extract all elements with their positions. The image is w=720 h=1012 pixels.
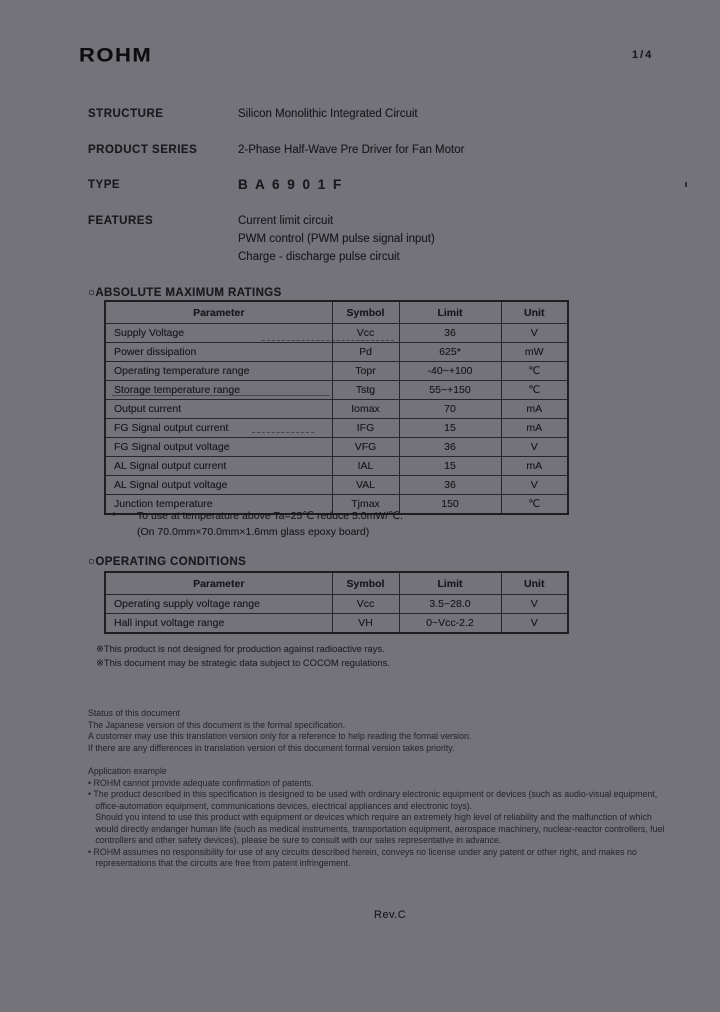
oc-header-row xyxy=(105,572,568,595)
type-label: TYPE xyxy=(88,179,121,191)
application-line: representations that the circuits are free from patent infringement. xyxy=(88,858,351,868)
application-line: Should you intend to use this product with equipment or devices which require an extremely high level of reliability and the malfunction of which xyxy=(88,812,652,822)
cell-limit: 55~+150 xyxy=(399,381,501,400)
application-line: • ROHM cannot provide adequate confirmation of patents. xyxy=(88,777,314,788)
status-block xyxy=(88,708,471,754)
oc-section-title: ○OPERATING CONDITIONS xyxy=(88,556,247,568)
cell-symbol: Pd xyxy=(332,343,399,362)
cell-symbol: Topr xyxy=(332,362,399,381)
page-number: 1/4 xyxy=(632,49,654,61)
cell-symbol: Tstg xyxy=(332,381,399,400)
cell-symbol: IFG xyxy=(332,419,399,438)
features-label: FEATURES xyxy=(88,215,154,227)
table-row xyxy=(105,476,568,495)
table-row xyxy=(105,400,568,419)
amr-header-parameter: Parameter xyxy=(105,301,332,324)
cell-unit: V xyxy=(501,438,568,457)
oc-table xyxy=(104,571,569,634)
status-line: If there are any differences in translation version of this document formal version takes priority. xyxy=(88,742,455,753)
radioactive-note: ※This product is not designed for production against radioactive rays. xyxy=(96,643,385,654)
table-row xyxy=(105,324,568,343)
cell-parameter: Supply Voltage xyxy=(105,324,332,343)
table-row xyxy=(105,381,568,400)
application-block xyxy=(88,766,664,870)
application-line: • ROHM assumes no responsibility for use of any circuits described herein, conveys no license under any patent or other right, and makes no xyxy=(88,846,637,857)
oc-header-unit: Unit xyxy=(501,572,568,595)
table-row xyxy=(105,343,568,362)
status-line: The Japanese version of this document is the formal specification. xyxy=(88,719,346,730)
table-row xyxy=(105,362,568,381)
cell-symbol: VAL xyxy=(332,476,399,495)
cell-unit: ℃ xyxy=(501,495,568,515)
cell-parameter: Operating supply voltage range xyxy=(105,595,332,614)
cell-symbol: Tjmax xyxy=(332,495,399,515)
cell-parameter: FG Signal output current xyxy=(105,419,332,438)
cell-limit: 15 xyxy=(399,419,501,438)
oc-header-symbol: Symbol xyxy=(332,572,399,595)
cell-unit: V xyxy=(501,595,568,614)
cell-limit: -40~+100 xyxy=(399,362,501,381)
oc-header-parameter: Parameter xyxy=(105,572,332,595)
cell-limit: 150 xyxy=(399,495,501,515)
type-value: B A 6 9 0 1 F xyxy=(238,177,344,192)
cell-parameter: AL Signal output current xyxy=(105,457,332,476)
oc-header-limit: Limit xyxy=(399,572,501,595)
rohm-logo: ROHM xyxy=(79,44,153,66)
cell-parameter: Operating temperature range xyxy=(105,362,332,381)
scan-artifact xyxy=(685,182,687,187)
cell-parameter: Junction temperature xyxy=(105,495,332,515)
status-title: Status of this document xyxy=(88,708,180,718)
table-row xyxy=(105,438,568,457)
amr-section-title: ○ABSOLUTE MAXIMUM RATINGS xyxy=(88,287,282,299)
cell-parameter: Hall input voltage range xyxy=(105,614,332,634)
status-line: A customer may use this translation version only for a reference to help reading the formal version. xyxy=(88,731,472,741)
application-line: • The product described in this specification is designed to be used with ordinary electronic equipment or devices (such as audio-visual equipment, xyxy=(88,789,658,799)
feature-item: PWM control (PWM pulse signal input) xyxy=(238,233,435,245)
cell-limit: 625* xyxy=(399,343,501,362)
product-series-value: 2-Phase Half-Wave Pre Driver for Fan Motor xyxy=(238,144,465,156)
table-row xyxy=(105,419,568,438)
cell-unit: V xyxy=(501,614,568,634)
cell-parameter: Storage temperature range xyxy=(105,381,332,400)
cell-symbol: Vcc xyxy=(332,324,399,343)
table-row xyxy=(105,614,568,634)
amr-header-limit: Limit xyxy=(399,301,501,324)
feature-item: Current limit circuit xyxy=(238,215,334,227)
cell-limit: 0~Vcc-2.2 xyxy=(399,614,501,634)
application-title: Application example xyxy=(88,766,167,776)
cell-parameter: AL Signal output voltage xyxy=(105,476,332,495)
revision-label: Rev.C xyxy=(374,909,407,921)
cell-unit: mA xyxy=(501,400,568,419)
cell-unit: ℃ xyxy=(501,362,568,381)
cell-symbol: Vcc xyxy=(332,595,399,614)
structure-label: STRUCTURE xyxy=(88,108,164,120)
amr-footnote-line2: (On 70.0mm×70.0mm×1.6mm glass epoxy board) xyxy=(137,526,370,538)
cell-symbol: Iomax xyxy=(332,400,399,419)
cell-limit: 70 xyxy=(399,400,501,419)
structure-value: Silicon Monolithic Integrated Circuit xyxy=(238,108,418,120)
amr-footnote-line1: To use at temperature above Ta=25℃ reduce 5.0mW/℃. xyxy=(137,510,403,522)
product-series-label: PRODUCT SERIES xyxy=(88,144,198,156)
application-line: would directly endanger human life (such as medical instruments, transportation equipment, aerospace machinery, nuclear-reactor controllers, fuel xyxy=(88,823,665,834)
application-line: controllers and other safety devices), please be sure to consult with our sales representative in advance. xyxy=(88,835,502,845)
cell-limit: 36 xyxy=(399,476,501,495)
cell-unit: V xyxy=(501,476,568,495)
cell-unit: mA xyxy=(501,419,568,438)
table-row xyxy=(105,457,568,476)
cell-symbol: IAL xyxy=(332,457,399,476)
amr-footnote-mark: * xyxy=(112,510,117,522)
amr-table xyxy=(104,300,569,515)
amr-header-unit: Unit xyxy=(501,301,568,324)
table-row xyxy=(105,595,568,614)
cell-unit: mW xyxy=(501,343,568,362)
cell-symbol: VFG xyxy=(332,438,399,457)
cell-limit: 36 xyxy=(399,324,501,343)
cell-limit: 15 xyxy=(399,457,501,476)
application-line: office-automation equipment, communications devices, electrical appliances and electronic toys). xyxy=(88,800,473,811)
cell-symbol: VH xyxy=(332,614,399,634)
cell-unit: mA xyxy=(501,457,568,476)
cell-parameter: FG Signal output voltage xyxy=(105,438,332,457)
feature-item: Charge - discharge pulse circuit xyxy=(238,251,400,263)
cell-limit: 3.5~28.0 xyxy=(399,595,501,614)
amr-header-row xyxy=(105,301,568,324)
cell-limit: 36 xyxy=(399,438,501,457)
cell-unit: ℃ xyxy=(501,381,568,400)
cell-parameter: Output current xyxy=(105,400,332,419)
cocom-note: ※This document may be strategic data subject to COCOM regulations. xyxy=(96,657,390,668)
cell-unit: V xyxy=(501,324,568,343)
cell-parameter: Power dissipation xyxy=(105,343,332,362)
amr-header-symbol: Symbol xyxy=(332,301,399,324)
